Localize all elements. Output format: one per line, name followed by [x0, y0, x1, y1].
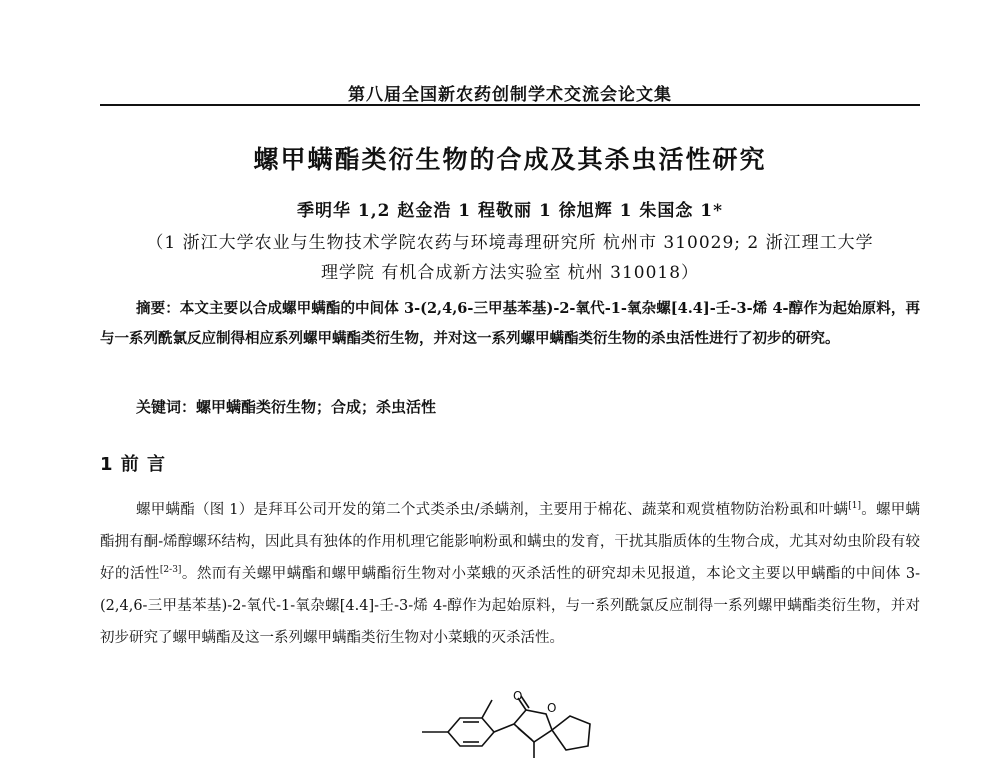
- running-header: 第八届全国新农药创制学术交流会论文集: [348, 85, 672, 105]
- molecule-bonds: [422, 696, 590, 758]
- introduction-paragraph: [100, 494, 920, 654]
- intro-text-part-2: 。螺甲螨酯拥有酮-烯醇螺环结构，因此具有独体的作用机理它能影响粉虱和螨虫的发育，干扰其脂质体的生物合成，尤其对幼虫阶段有较好的活性: [100, 502, 921, 582]
- section-heading-introduction: 1 前 言: [100, 454, 167, 475]
- intro-text-part-3: 。然而有关螺甲螨酯和螺甲螨酯衍生物对小菜蛾的灭杀活性的研究却未见报道，本论文主要以甲螨酯的中间体 3-(2,4,6-三甲基苯基)-2-氧代-1-氧杂螺[4.4]-壬-3-烯 4-醇作为起始原料，与一系列酰氯反应制得一系列螺甲螨酯类衍生物，并对初步研究了螺甲螨酯及这一系列螺甲螨酯类衍生物对小菜蛾的灭杀活性。: [100, 566, 921, 646]
- header-rule: [100, 104, 920, 106]
- affiliation-line-2: 理学院 有机合成新方法实验室 杭州 310018）: [320, 263, 700, 283]
- affiliation-line-1: （1 浙江大学农业与生物技术学院农药与环境毒理研究所 杭州市 310029; 2 浙江理工大学: [146, 233, 874, 253]
- citation-ref-2-3: [2-3]: [159, 565, 182, 576]
- keywords: 关键词：螺甲螨酯类衍生物；合成；杀虫活性: [136, 398, 437, 416]
- paper-title: 螺甲螨酯类衍生物的合成及其杀虫活性研究: [253, 145, 767, 174]
- abstract: 摘要：本文主要以合成螺甲螨酯的中间体 3-(2,4,6-三甲基苯基)-2-氧代-1-氧杂螺[4.4]-壬-3-烯 4-醇作为起始原料，再与一系列酰氯反应制得相应系列螺甲螨酯类衍生物，并对这一系列螺甲螨酯类衍生物的杀虫活性进行了初步的研究。: [100, 300, 920, 347]
- intro-text-part-1: 螺甲螨酯（图 1）是拜耳公司开发的第二个式类杀虫/杀螨剂，主要用于棉花、蔬菜和观赏植物防治粉虱和叶螨: [136, 502, 849, 518]
- oxygen-label: O: [513, 690, 523, 703]
- ring-oxygen-label: O: [547, 701, 557, 715]
- spiromesifen-structure-figure: [400, 690, 620, 760]
- author-list: 季明华 1,2 赵金浩 1 程敬丽 1 徐旭辉 1 朱国念 1*: [296, 201, 724, 221]
- citation-ref-1: [1]: [848, 501, 862, 512]
